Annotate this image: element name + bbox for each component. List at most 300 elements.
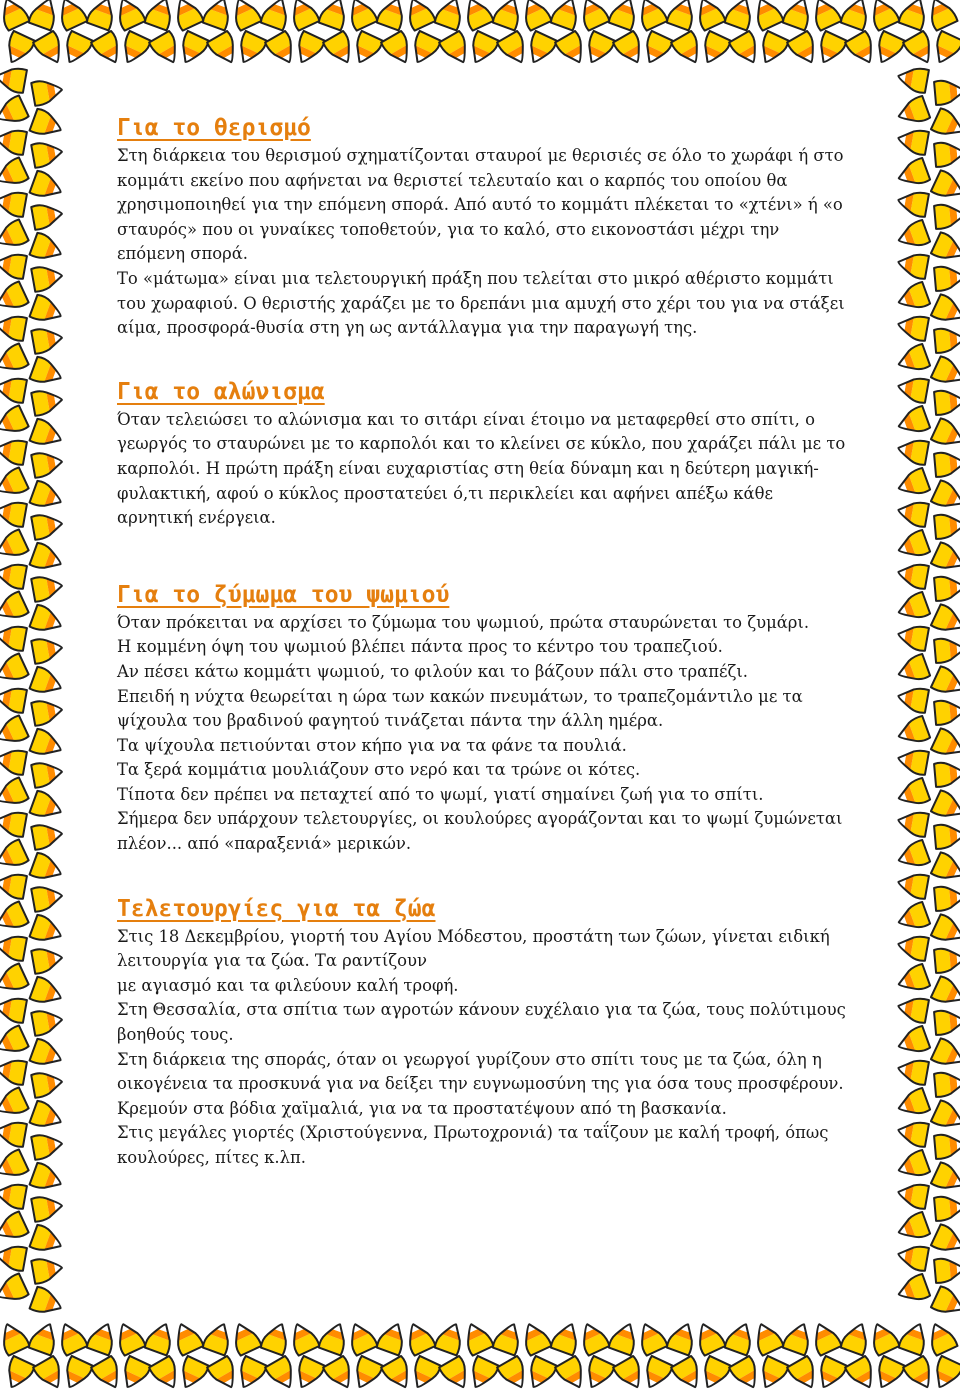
candy-corn-icon <box>31 449 64 478</box>
candy-corn-icon <box>613 31 648 68</box>
candy-corn-icon <box>896 499 929 528</box>
candy-corn-icon <box>724 1320 756 1355</box>
candy-corn-icon <box>0 189 27 218</box>
candy-corn-icon <box>931 790 960 824</box>
candy-corn-icon <box>581 31 615 67</box>
candy-corn-icon <box>896 685 929 714</box>
candy-corn-icon <box>808 0 842 31</box>
candy-corn-icon <box>29 418 64 450</box>
candy-corn-icon <box>497 31 532 68</box>
candy-corn-icon <box>608 0 640 31</box>
candy-corn-icon <box>934 513 960 539</box>
candy-corn-icon <box>898 0 930 31</box>
candy-corn-icon <box>29 1038 64 1070</box>
candy-corn-icon <box>402 1320 436 1356</box>
candy-corn-icon <box>895 1274 930 1306</box>
candy-corn-icon <box>934 699 960 725</box>
candy-corn-icon <box>29 1162 64 1194</box>
candy-corn-icon <box>0 219 29 253</box>
candy-corn-icon <box>31 325 64 354</box>
candy-corn-icon <box>931 480 960 514</box>
candy-corn-icon <box>866 1320 900 1356</box>
candy-corn-icon <box>0 871 27 900</box>
candy-corn-icon <box>0 1025 29 1059</box>
candy-corn-icon <box>782 1320 814 1355</box>
candy-corn-icon <box>518 1320 552 1356</box>
candy-corn-icon <box>0 0 30 31</box>
candy-corn-icon <box>286 0 320 31</box>
candy-corn-icon <box>931 232 960 266</box>
candy-corn-icon <box>29 356 64 388</box>
candy-corn-icon <box>434 1320 466 1355</box>
candy-corn-icon <box>202 0 234 31</box>
candy-corn-icon <box>555 31 590 68</box>
candy-corn-icon <box>31 945 64 974</box>
candy-corn-icon <box>840 0 872 31</box>
candy-corn-icon <box>934 265 960 291</box>
candy-corn-icon <box>233 31 267 67</box>
candy-corn-icon <box>896 747 929 776</box>
candy-corn-icon <box>407 31 441 67</box>
candy-corn-icon <box>31 1193 64 1222</box>
candy-corn-icon <box>895 592 930 624</box>
candy-corn-icon <box>934 885 960 911</box>
candy-corn-icon <box>0 1181 27 1210</box>
candy-corn-icon <box>117 31 151 67</box>
candy-corn-icon <box>112 1320 146 1356</box>
candy-corn-icon <box>112 0 146 31</box>
paragraph: Τίποτα δεν πρέπει να πεταχτεί από το ψωμί, γιατί σημαίνει ζωή για το σπίτι. <box>117 784 764 804</box>
candy-corn-icon <box>0 1273 29 1307</box>
candy-corn-icon <box>613 1356 648 1389</box>
candy-corn-icon <box>376 0 408 31</box>
candy-corn-icon <box>581 1356 615 1389</box>
candy-corn-icon <box>896 437 929 466</box>
candy-corn-icon <box>931 976 960 1010</box>
section-threshing <box>117 377 849 531</box>
candy-corn-icon <box>344 0 378 31</box>
candy-corn-icon <box>639 1356 673 1389</box>
candy-corn-icon <box>931 294 960 328</box>
candy-corn-icon <box>934 637 960 663</box>
section-heading: Τελετουργίες για τα ζώα <box>117 895 436 922</box>
candy-corn-icon <box>233 1356 267 1389</box>
candy-corn-icon <box>518 0 552 31</box>
candy-corn-icon <box>0 467 29 501</box>
candy-corn-icon <box>896 375 929 404</box>
candy-corn-icon <box>671 31 706 68</box>
candy-corn-icon <box>28 0 60 31</box>
candy-corn-icon <box>934 575 960 601</box>
candy-corn-icon <box>934 1009 960 1035</box>
candy-corn-icon <box>0 529 29 563</box>
candy-corn-icon <box>666 0 698 31</box>
paragraph: Η κομμένη όψη του ψωμιού βλέπει πάντα προς το κέντρο του τραπεζιού. <box>117 637 723 657</box>
candy-corn-icon <box>895 468 930 500</box>
candy-corn-icon <box>0 437 27 466</box>
candy-corn-icon <box>808 1320 842 1356</box>
candy-corn-icon <box>896 189 929 218</box>
candy-corn-icon <box>924 0 958 31</box>
candy-corn-icon <box>381 1356 416 1389</box>
candy-corn-icon <box>31 1131 64 1160</box>
paragraph: Στη Θεσσαλία, στα σπίτια των αγροτών κάνουν ευχέλαιο για τα ζώα, τους πολύτιμους βοηθούς τους. <box>117 1000 846 1045</box>
candy-corn-icon <box>349 1356 383 1389</box>
candy-corn-icon <box>460 1320 494 1356</box>
candy-corn-icon <box>750 0 784 31</box>
candy-corn-icon <box>896 933 929 962</box>
candy-corn-icon <box>31 201 64 230</box>
section-heading: Για το ζύμωμα του ψωμιού <box>117 581 450 608</box>
candy-corn-icon <box>170 1320 204 1356</box>
candy-corn-icon <box>634 0 668 31</box>
candy-corn-icon <box>291 1356 325 1389</box>
candy-corn-icon <box>895 158 930 190</box>
candy-corn-icon <box>931 1224 960 1258</box>
paragraph: Επειδή η νύχτα θεωρείται η ώρα των κακών πνευμάτων, το τραπεζομάντιλο με τα ψίχουλα του βραδινού φαγητού τινάζεται πάντα την άλλη ημέρα. <box>117 686 803 731</box>
candy-corn-icon <box>492 1320 524 1355</box>
candy-corn-icon <box>896 561 929 590</box>
candy-corn-icon <box>31 1255 64 1284</box>
candy-corn-icon <box>117 1356 151 1389</box>
candy-corn-icon <box>782 0 814 31</box>
candy-corn-icon <box>29 1100 64 1132</box>
candy-corn-icon <box>934 79 960 105</box>
candy-corn-icon <box>149 1356 184 1389</box>
candy-corn-icon <box>318 1320 350 1355</box>
candy-corn-icon <box>555 1356 590 1389</box>
candy-corn-icon <box>0 281 29 315</box>
candy-corn-icon <box>344 1320 378 1356</box>
candy-corn-icon <box>895 220 930 252</box>
candy-corn-icon <box>787 31 822 68</box>
candy-corn-icon <box>0 1119 27 1148</box>
candy-corn-icon <box>439 31 474 68</box>
candy-corn-icon <box>0 653 29 687</box>
candy-corn-icon <box>376 1320 408 1355</box>
candy-corn-icon <box>31 77 64 106</box>
candy-corn-icon <box>724 0 756 31</box>
candy-corn-icon <box>896 871 929 900</box>
candy-corn-icon <box>31 1007 64 1036</box>
candy-corn-icon <box>813 31 847 67</box>
candy-corn-icon <box>934 141 960 167</box>
candy-corn-icon <box>0 963 29 997</box>
candy-corn-icon <box>608 1320 640 1355</box>
candy-corn-icon <box>260 0 292 31</box>
section-heading: Για το θερισμό <box>117 115 311 141</box>
candy-corn-icon <box>207 31 242 68</box>
candy-corn-icon <box>318 0 350 31</box>
candy-corn-icon <box>697 1356 731 1389</box>
candy-corn-icon <box>31 139 64 168</box>
candy-corn-icon <box>934 203 960 229</box>
candy-corn-icon <box>170 0 204 31</box>
candy-corn-icon <box>31 697 64 726</box>
paragraph: Στη διάρκεια της σποράς, όταν οι γεωργοί γυρίζουν στο σπίτι τους με τα ζώα, όλη η οικογένεια τα προσκυνά για να δείξει την ευγνωμοσύνη της για όσα τους προσφέρουν. <box>117 1049 844 1094</box>
candy-corn-icon <box>0 157 29 191</box>
candy-corn-icon <box>434 0 466 31</box>
candy-corn-icon <box>323 31 358 68</box>
candy-corn-icon <box>29 480 64 512</box>
candy-corn-icon <box>934 451 960 477</box>
candy-corn-icon <box>349 31 383 67</box>
candy-corn-icon <box>931 1162 960 1196</box>
candy-corn-icon <box>31 263 64 292</box>
candy-corn-icon <box>33 31 68 68</box>
candy-corn-icon <box>144 0 176 31</box>
candy-corn-icon <box>0 499 27 528</box>
candy-corn-icon <box>729 1356 764 1389</box>
candy-corn-icon <box>523 31 557 67</box>
paragraph: Όταν πρόκειται να αρχίσει το ζύμωμα του ψωμιού, πρώτα σταυρώνεται το ζυμάρι. <box>117 612 810 632</box>
candy-corn-icon <box>871 1356 905 1389</box>
candy-corn-icon <box>845 1356 880 1389</box>
candy-corn-icon <box>54 0 88 31</box>
candy-corn-icon <box>29 976 64 1008</box>
candy-corn-icon <box>845 31 880 68</box>
candy-corn-icon <box>0 623 27 652</box>
candy-corn-icon <box>207 1356 242 1389</box>
candy-corn-icon <box>895 1150 930 1182</box>
candy-corn-icon <box>0 1211 29 1245</box>
candy-corn-icon <box>896 1057 929 1086</box>
candy-corn-icon <box>86 0 118 31</box>
section-animal-rituals <box>117 894 849 1171</box>
candy-corn-icon <box>866 0 900 31</box>
candy-corn-icon <box>0 777 29 811</box>
candy-corn-icon <box>0 405 29 439</box>
candy-corn-icon <box>895 1212 930 1244</box>
candy-corn-icon <box>0 685 27 714</box>
candy-corn-icon <box>228 1320 262 1356</box>
candy-corn-icon <box>228 0 262 31</box>
candy-corn-icon <box>896 313 929 342</box>
candy-corn-icon <box>323 1356 358 1389</box>
document-body <box>117 113 849 1171</box>
paragraph: Στις μεγάλες γιορτές (Χριστούγεννα, Πρωτοχρονιά) τα ταΐζουν με καλή τροφή, όπως κουλούρες, πίτες κ.λπ. <box>117 1123 829 1167</box>
candy-corn-icon <box>934 947 960 973</box>
candy-corn-icon <box>898 1320 930 1355</box>
candy-corn-icon <box>31 387 64 416</box>
candy-corn-icon <box>750 1320 784 1356</box>
candy-corn-icon <box>0 561 27 590</box>
candy-corn-icon <box>755 1356 789 1389</box>
candy-corn-icon <box>0 343 29 377</box>
candy-corn-icon <box>934 1257 960 1283</box>
candy-corn-icon <box>91 31 126 68</box>
candy-corn-icon <box>31 883 64 912</box>
section-harvest <box>117 113 849 341</box>
candy-corn-icon <box>895 1088 930 1120</box>
candy-corn-icon <box>0 375 27 404</box>
candy-corn-icon <box>0 1057 27 1086</box>
candy-corn-icon <box>896 251 929 280</box>
candy-corn-icon <box>550 1320 582 1355</box>
candy-corn-icon <box>0 901 29 935</box>
candy-corn-icon <box>576 0 610 31</box>
candy-corn-icon <box>934 327 960 353</box>
candy-corn-icon <box>29 604 64 636</box>
candy-corn-icon <box>934 761 960 787</box>
candy-corn-icon <box>813 1356 847 1389</box>
candy-corn-icon <box>0 1087 29 1121</box>
candy-corn-icon <box>895 406 930 438</box>
candy-corn-icon <box>286 1320 320 1356</box>
candy-corn-icon <box>0 839 29 873</box>
candy-corn-icon <box>0 251 27 280</box>
candy-corn-icon <box>931 1100 960 1134</box>
candy-corn-icon <box>895 840 930 872</box>
candy-corn-icon <box>934 823 960 849</box>
candy-corn-icon <box>460 0 494 31</box>
paragraph: Στις 18 Δεκεμβρίου, γιορτή του Αγίου Μόδεστου, προστάτη των ζώων, γίνεται ειδική λειτουργία για τα ζώα. Τα ραντίζουν <box>117 926 830 971</box>
candy-corn-icon <box>895 964 930 996</box>
candy-corn-icon <box>931 666 960 700</box>
candy-corn-icon <box>895 716 930 748</box>
candy-corn-icon <box>31 821 64 850</box>
candy-corn-icon <box>931 108 960 142</box>
candy-corn-icon <box>697 31 731 67</box>
candy-corn-icon <box>465 1356 499 1389</box>
candy-corn-icon <box>903 31 938 68</box>
candy-corn-icon <box>0 591 29 625</box>
section-bread-kneading <box>117 580 849 857</box>
candy-corn-icon <box>895 530 930 562</box>
candy-corn-icon <box>265 31 300 68</box>
candy-corn-icon <box>0 715 29 749</box>
candy-corn-icon <box>29 542 64 574</box>
candy-corn-icon <box>755 31 789 67</box>
candy-corn-icon <box>381 31 416 68</box>
candy-corn-icon <box>871 31 905 67</box>
paragraph: Κρεμούν στα βόδια χαϊμαλιά, για να τα προστατέψουν από τη βασκανία. <box>117 1098 727 1118</box>
candy-corn-icon <box>402 0 436 31</box>
paragraph: Σήμερα δεν υπάρχουν τελετουργίες, οι κουλούρες αγοράζονται και το ψωμί ζυμώνεται πλέον... από «παραξενιά» μερικών. <box>117 809 843 854</box>
candy-corn-icon <box>29 914 64 946</box>
candy-corn-icon <box>931 914 960 948</box>
candy-corn-icon <box>931 170 960 204</box>
candy-corn-icon <box>639 31 673 67</box>
candy-corn-icon <box>931 418 960 452</box>
candy-corn-icon <box>896 1119 929 1148</box>
candy-corn-icon <box>666 1320 698 1355</box>
paragraph: Στη διάρκεια του θερισμού σχηματίζονται σταυροί με θερισιές σε όλο το χωράφι ή στο κομμάτι εκείνο που αφήνεται να θεριστεί τελευταίο και ο καρπός του οποίου θα χρησιμοποιηθεί για την επόμενη σπορά. Από αυτό το κομμάτι πλέκεται το «χτένι» ή «ο σταυρός» που οι γυναίκες τοποθετούν, για το καλό, στο εικονοστάσι μέχρι την επόμενη σπορά. <box>117 146 844 264</box>
candy-corn-icon <box>29 232 64 264</box>
candy-corn-icon <box>29 666 64 698</box>
candy-corn-icon <box>523 1356 557 1389</box>
candy-corn-icon <box>144 1320 176 1355</box>
candy-corn-icon <box>934 1071 960 1097</box>
candy-corn-icon <box>895 902 930 934</box>
candy-corn-icon <box>31 511 64 540</box>
candy-corn-icon <box>54 1320 88 1356</box>
candy-corn-icon <box>260 1320 292 1355</box>
candy-corn-icon <box>149 31 184 68</box>
candy-corn-icon <box>175 1356 209 1389</box>
section-heading: Για το αλώνισμα <box>117 378 325 405</box>
candy-corn-icon <box>31 759 64 788</box>
candy-corn-icon <box>0 1320 30 1356</box>
candy-corn-icon <box>896 995 929 1024</box>
candy-corn-icon <box>265 1356 300 1389</box>
candy-corn-icon <box>931 1286 960 1320</box>
candy-corn-icon <box>896 1181 929 1210</box>
candy-corn-icon <box>0 933 27 962</box>
paragraph: Τα ψίχουλα πετιούνται στον κήπο για να τα φάνε τα πουλιά. <box>117 735 627 755</box>
candy-corn-icon <box>29 790 64 822</box>
candy-corn-icon <box>895 282 930 314</box>
candy-corn-icon <box>0 1243 27 1272</box>
candy-corn-icon <box>492 0 524 31</box>
candy-corn-icon <box>692 0 726 31</box>
candy-corn-icon <box>895 654 930 686</box>
candy-corn-icon <box>895 96 930 128</box>
candy-corn-icon <box>924 1320 958 1356</box>
paragraph: Τα ξερά κομμάτια μουλιάζουν στο νερό και τα τρώνε οι κότες. <box>117 760 641 780</box>
candy-corn-icon <box>465 31 499 67</box>
candy-corn-icon <box>0 747 27 776</box>
candy-corn-icon <box>895 344 930 376</box>
candy-corn-icon <box>0 127 27 156</box>
candy-corn-icon <box>840 1320 872 1355</box>
candy-corn-icon <box>59 31 93 67</box>
candy-corn-icon <box>29 1224 64 1256</box>
paragraph: Αν πέσει κάτω κομμάτι ψωμιού, το φιλούν και το βάζουν πάλι στο τραπέζι. <box>117 661 749 681</box>
candy-corn-icon <box>291 31 325 67</box>
candy-corn-icon <box>934 389 960 415</box>
candy-corn-icon <box>931 1038 960 1072</box>
candy-corn-icon <box>0 995 27 1024</box>
candy-corn-icon <box>931 728 960 762</box>
candy-corn-icon <box>934 1133 960 1159</box>
candy-corn-icon <box>896 127 929 156</box>
candy-corn-icon <box>931 356 960 390</box>
paragraph: Το «μάτωμα» είναι μια τελετουργική πράξη που τελείται στο μικρό αθέριστο κομμάτι του χωραφιού. Ο θεριστής χαράζει με το δρεπάνι μια αμυχή στο χέρι του για να στάξει αίμα, προσφορά-θυσία στη γη ως αντάλλαγμα για την παραγωγή της. <box>117 268 845 338</box>
candy-corn-icon <box>931 542 960 576</box>
candy-corn-icon <box>497 1356 532 1389</box>
paragraph: Όταν τελειώσει το αλώνισμα και το σιτάρι είναι έτοιμο να μεταφερθεί στο σπίτι, ο γεωργός το σταυρώνει με το καρπολόι και το κλείνει σε κύκλο, που χαράζει πάλι με το καρπολόι. Η πρώτη πράξη είναι ευχαριστίας στη θεία δύναμη και η δεύτερη μαγική-φυλακτική, αφού ο κύκλος προστατεύει ό,τι περικλείει και αφήνει απέξω κάθε αρνητική ενέργεια. <box>117 409 846 528</box>
candy-corn-icon <box>31 635 64 664</box>
candy-corn-icon <box>175 31 209 67</box>
candy-corn-icon <box>86 1320 118 1355</box>
candy-corn-icon <box>31 573 64 602</box>
candy-corn-icon <box>929 31 960 67</box>
candy-corn-icon <box>896 809 929 838</box>
candy-corn-icon <box>692 1320 726 1356</box>
candy-corn-icon <box>29 170 64 202</box>
candy-corn-icon <box>28 1320 60 1355</box>
candy-corn-icon <box>202 1320 234 1355</box>
candy-corn-icon <box>0 65 27 94</box>
candy-corn-icon <box>634 1320 668 1356</box>
candy-corn-icon <box>29 294 64 326</box>
candy-corn-icon <box>896 623 929 652</box>
candy-corn-icon <box>31 1069 64 1098</box>
candy-corn-icon <box>895 1026 930 1058</box>
candy-corn-icon <box>33 1356 68 1389</box>
candy-corn-icon <box>29 728 64 760</box>
candy-corn-icon <box>59 1356 93 1389</box>
candy-corn-icon <box>671 1356 706 1389</box>
candy-corn-icon <box>0 313 27 342</box>
candy-corn-icon <box>929 1356 960 1389</box>
candy-corn-icon <box>0 1149 29 1183</box>
candy-corn-icon <box>896 65 929 94</box>
candy-corn-icon <box>1 1356 35 1389</box>
candy-corn-icon <box>29 1286 64 1318</box>
candy-corn-icon <box>0 95 29 129</box>
